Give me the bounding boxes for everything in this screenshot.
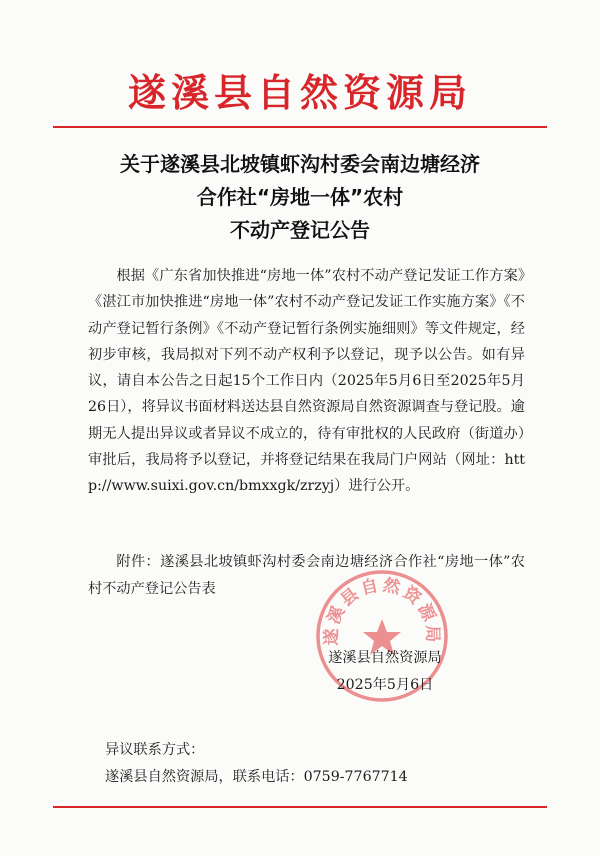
signature-date: 2025年5月6日 — [336, 677, 434, 693]
attachment-note: 附件：遂溪县北坡镇虾沟村委会南边塘经济合作社“房地一体”农村不动产登记公告表 — [88, 554, 525, 597]
contact-detail: 遂溪县自然资源局，联系电话：0759-7767714 — [105, 769, 408, 785]
title-line-3: 不动产登记公告 — [230, 218, 370, 242]
contact-block — [105, 737, 545, 791]
title-line-1: 关于遂溪县北坡镇虾沟村委会南边塘经济 — [120, 152, 480, 176]
signature-block — [290, 645, 480, 699]
masthead-red-rule — [53, 126, 547, 128]
contact-label: 异议联系方式： — [105, 742, 205, 758]
seal-text: 遂溪县自然资源局 — [321, 575, 443, 646]
title-line-2: 合作社“房地一体”农村 — [196, 185, 404, 209]
notice-body-paragraph: 根据《广东省加快推进“房地一体”农村不动产登记发证工作方案》《湛江市加快推进“房地一体”农村不动产登记发证工作实施方案》《不动产登记暂行条例》《不动产登记暂行条例实施细则》等文件规定，经初步审核，我局拟对下列不动产权利予以登记，现予以公告。如有异议，请自本公告之日起15个工作日内（2025年5月6日至2025年5月26日），将异议书面材料送达县自然资源局自然资源调查与登记股。逾期无人提出异议或者异议不成立的，待有审批权的人民政府（街道办）审批后，我局将予以登记，并将登记结果在我局门户网站（网址：http://www.suixi.gov.cn/bmxxgk/zrzyj）进行公开。 — [88, 268, 525, 495]
signature-org: 遂溪县自然资源局 — [328, 650, 442, 666]
footer-red-rule — [53, 806, 547, 808]
document-title — [0, 148, 600, 247]
agency-masthead: 遂溪县自然资源局 — [127, 71, 472, 115]
